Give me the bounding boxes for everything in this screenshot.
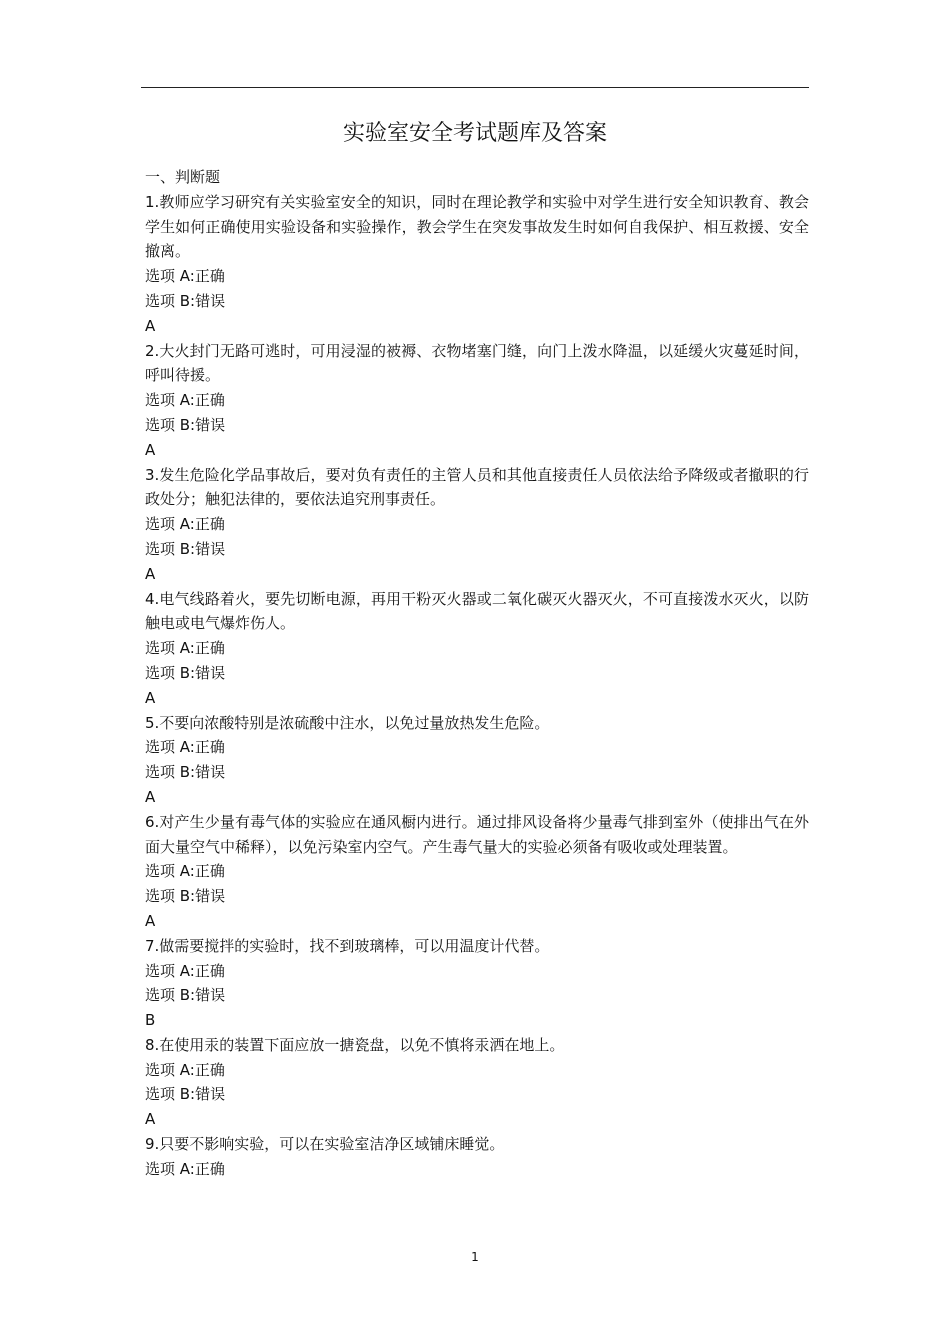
document-title: 实验室安全考试题库及答案 [342, 121, 607, 146]
answer: A [145, 1110, 156, 1129]
question-2 [145, 339, 809, 463]
option-a: 选项 A:正确 [145, 391, 225, 410]
option-b: 选项 B:错误 [145, 887, 226, 906]
question-9 [145, 1132, 809, 1182]
question-text: 7.做需要搅拌的实验时，找不到玻璃棒，可以用温度计代替。 [145, 936, 550, 955]
option-a: 选项 A:正确 [145, 267, 225, 286]
option-b: 选项 B:错误 [145, 1085, 226, 1104]
question-text: 5.不要向浓酸特别是浓硫酸中注水，以免过量放热发生危险。 [145, 713, 550, 732]
option-a: 选项 A:正确 [145, 961, 225, 980]
question-4 [145, 587, 809, 711]
answer: A [145, 440, 156, 459]
option-a: 选项 A:正确 [145, 1060, 225, 1079]
option-a: 选项 A:正确 [145, 862, 225, 881]
option-b: 选项 B:错误 [145, 663, 226, 682]
header-rule [141, 87, 809, 88]
option-a: 选项 A:正确 [145, 1159, 225, 1178]
question-text: 9.只要不影响实验，可以在实验室洁净区域铺床睡觉。 [145, 1135, 505, 1154]
section-heading: 一、判断题 [145, 168, 221, 186]
answer: A [145, 688, 156, 707]
question-8 [145, 1033, 809, 1132]
question-text: 6.对产生少量有毒气体的实验应在通风橱内进行。通过排风设备将少量毒气排到室外（使排出气在外面大量空气中稀释），以免污染室内空气。产生毒气量大的实验必须备有吸收或处理装置。 [145, 812, 809, 856]
question-7 [145, 934, 809, 1033]
option-b: 选项 B:错误 [145, 291, 226, 310]
option-b: 选项 B:错误 [145, 415, 226, 434]
question-text: 3.发生危险化学品事故后，要对负有责任的主管人员和其他直接责任人员依法给予降级或者撤职的行政处分；触犯法律的，要依法追究刑事责任。 [145, 465, 809, 509]
option-b: 选项 B:错误 [145, 763, 226, 782]
answer: A [145, 911, 156, 930]
option-b: 选项 B:错误 [145, 986, 226, 1005]
answer: A [145, 787, 156, 806]
option-b: 选项 B:错误 [145, 539, 226, 558]
option-a: 选项 A:正确 [145, 515, 225, 534]
question-6 [145, 810, 809, 934]
question-1 [145, 190, 809, 339]
page-number: 1 [471, 1250, 479, 1264]
question-text: 4.电气线路着火，要先切断电源，再用干粉灭火器或二氧化碳灭火器灭火，不可直接泼水灭火，以防触电或电气爆炸伤人。 [145, 589, 809, 633]
document-body [145, 165, 809, 1182]
question-text: 2.大火封门无路可逃时，可用浸湿的被褥、衣物堵塞门缝，向门上泼水降温，以延缓火灾蔓延时间，呼叫待援。 [145, 341, 809, 385]
answer: A [145, 316, 156, 335]
answer: A [145, 564, 156, 583]
question-3 [145, 463, 809, 587]
question-text: 1.教师应学习研究有关实验室安全的知识，同时在理论教学和实验中对学生进行安全知识教育、教会学生如何正确使用实验设备和实验操作，教会学生在突发事故发生时如何自我保护、相互救援、安全撤离。 [145, 192, 809, 261]
option-a: 选项 A:正确 [145, 639, 225, 658]
answer: B [145, 1011, 156, 1030]
question-text: 8.在使用汞的装置下面应放一搪瓷盘，以免不慎将汞洒在地上。 [145, 1035, 565, 1054]
question-5 [145, 711, 809, 810]
option-a: 选项 A:正确 [145, 738, 225, 757]
